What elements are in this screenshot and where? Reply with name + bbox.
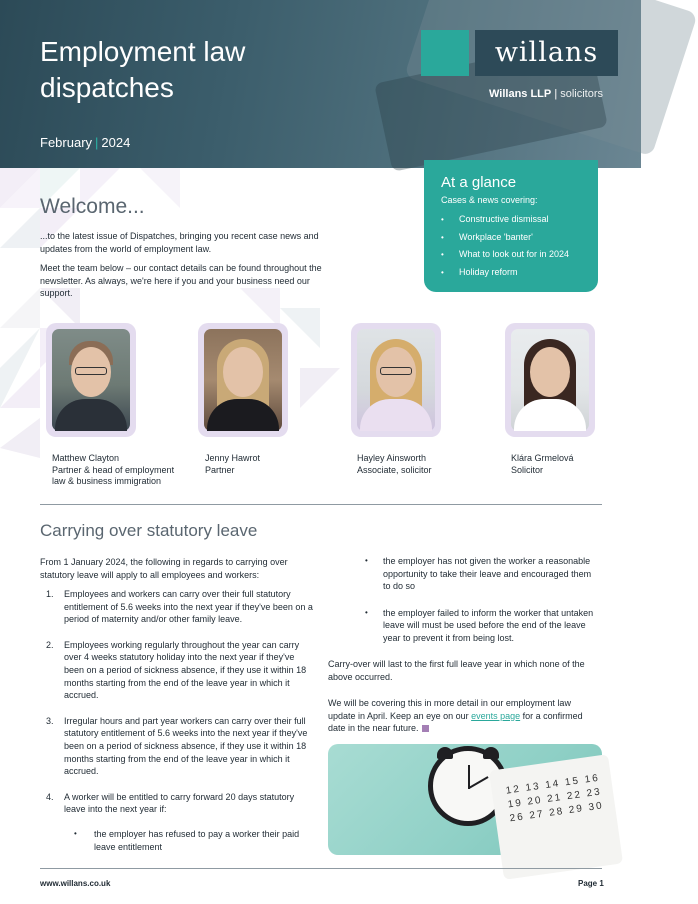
section-divider-top [40,504,602,505]
team-member-name: Hayley Ainsworth [357,453,427,463]
photo-matthew-clayton [46,323,136,437]
team-member-role: Associate, solicitor [357,464,432,475]
glance-item-2024-outlook[interactable]: • What to look out for in 2024 [441,246,598,264]
footer-website-link[interactable]: www.willans.co.uk [40,879,111,888]
title-line-2: dispatches [40,72,174,103]
team-member-matthew-clayton [52,453,187,488]
at-a-glance-panel [424,160,598,292]
issue-date [40,135,130,150]
calendar-numbers: 12 13 14 15 16 19 20 21 22 23 26 27 28 29 30 [505,772,605,825]
footer-divider [40,868,602,869]
page-title [40,34,340,106]
photo-klara-grmelova [505,323,595,437]
team-member-role: Solicitor [511,464,544,475]
team-member-hayley-ainsworth [357,453,467,476]
photo-hayley-ainsworth [351,323,441,437]
carry-over-note: Carry-over will last to the first full leave year in which none of the above occurred. [328,659,585,682]
glance-subtitle: Cases & news covering: [441,195,538,205]
logo-subtitle [489,88,603,100]
logo-accent-square [421,30,469,76]
leave-rule-4-conditions-continued [365,555,600,659]
leave-rule-4: 4. A worker will be entitled to carry forward 20 days statutory leave into the next year if: • the employer has refused to pay a worker their paid leave entitlement [40,791,315,853]
welcome-paragraph-intro: ...to the latest issue of Dispatches, bringing you recent case news and updates from the world of employment law. [40,231,319,254]
glance-title: At a glance [441,174,517,191]
issue-month: February [40,135,93,150]
section-intro: From 1 January 2024, the following in regards to carrying over statutory leave will apply to all employees and workers: [40,557,288,580]
end-mark-square [422,725,429,732]
calendar-icon [489,754,623,880]
team-member-name: Matthew Clayton [52,453,120,463]
events-page-link[interactable]: events page [471,710,521,721]
glance-list [441,211,598,281]
team-member-klara-grmelova [511,453,601,476]
leave-rule-2: 2. Employees working regularly throughout the year can carry over 4 weeks statutory holiday into the next year if they've been on a period of sickness absence, if they use it within 18 months starting from the end of the leave year in which it accrued. [46,639,307,701]
date-separator: | [95,135,99,150]
leave-rule-4-conditions [64,828,315,853]
team-member-name: Jenny Hawrot [205,453,261,463]
footer-page-number: Page 1 [578,879,604,888]
team-member-role: Partner & head of employment law & business immigration [52,464,175,486]
condition-failed-to-inform: • the employer failed to inform the worker that untaken leave will must be used before the end of the leave year to prevent it from being lost. [365,607,600,645]
title-line-1: Employment law [40,36,246,67]
glance-item-constructive-dismissal[interactable]: • Constructive dismissal [441,211,598,229]
leave-rule-1: 1. Employees and workers can carry over their full statutory entitlement of 5.6 weeks into the next year if they've been on a period of maternity and/or other family leave. [46,589,313,625]
welcome-heading: Welcome... [40,195,145,218]
condition-refused-pay: • the employer has refused to pay a worker their paid leave entitlement [64,828,315,853]
clock-calendar-image [328,744,605,855]
team-member-name: Klára Grmelová [511,453,574,463]
team-member-role: Partner [205,464,235,475]
leave-rule-3: 3. Irregular hours and part year workers can carry over their full statutory entitlement of 5.6 weeks into the next year if they've been on a period of sickness absence, if they use it within 18 months starting from the end of the leave year in which it accrued. [46,715,308,777]
logo-descriptor: solicitors [560,88,604,100]
covering-note: We will be covering this in more detail in our employment law update in April. Keep an eye on our events page for a confirmed date in the near future. [328,698,583,734]
glance-item-workplace-banter[interactable]: • Workplace 'banter' [441,229,598,247]
glance-item-holiday-reform[interactable]: • Holiday reform [441,264,598,282]
condition-no-opportunity: • the employer has not given the worker a reasonable opportunity to take their leave and encouraged them to do so [365,555,600,593]
willans-logo[interactable]: willans [475,30,618,76]
logo-firm-name: Willans LLP [489,88,552,100]
photo-jenny-hawrot [198,323,288,437]
team-member-jenny-hawrot [205,453,305,476]
section-heading: Carrying over statutory leave [40,521,258,540]
issue-year: 2024 [101,135,131,150]
logo-separator: | [554,88,558,100]
welcome-paragraph-team: Meet the team below – our contact details can be found throughout the newsletter. As always, we're here if you and your business need our support. [40,263,322,298]
leave-rules-list [40,588,315,866]
